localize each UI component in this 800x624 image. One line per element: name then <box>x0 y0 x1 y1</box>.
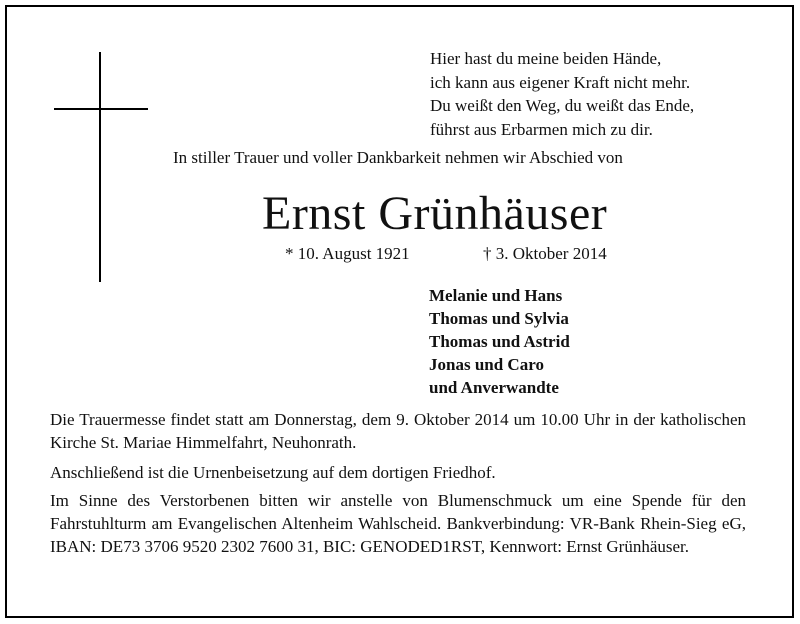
poem-line: ich kann aus eigener Kraft nicht mehr. <box>430 72 691 92</box>
donation-request-notice: Im Sinne des Verstorbenen bitten wir anstelle von Blumenschmuck um eine Spende für den Fahrstuhlturm am Evangelischen Altenheim Wahlscheid. Bankverbindung: VR-Bank Rhein-Sieg eG, IBAN: DE73 3706 9520 2302 7600 31, BIC: GENODED1RST, Kennwort: Ernst Grünhäuser. <box>50 491 746 556</box>
cross-vertical-bar <box>99 52 101 282</box>
deceased-name: Ernst Grünhäuser <box>262 187 608 240</box>
mourners-list <box>429 284 570 399</box>
urn-burial-notice: Anschließend ist die Urnenbeisetzung auf dem dortigen Friedhof. <box>50 463 496 482</box>
cross-horizontal-bar <box>54 108 148 110</box>
mourner-entry: Thomas und Sylvia <box>429 309 569 328</box>
birth-date: * 10. August 1921 <box>285 244 410 263</box>
funeral-mass-notice: Die Trauermesse findet statt am Donnerstag, dem 9. Oktober 2014 um 10.00 Uhr in der katholischen Kirche St. Mariae Himmelfahrt, Neuhonrath. <box>50 410 746 452</box>
mourner-entry: Melanie und Hans <box>429 286 563 305</box>
poem-verse <box>430 47 694 141</box>
mourner-entry: Thomas und Astrid <box>429 332 570 351</box>
death-date: † 3. Oktober 2014 <box>483 244 607 263</box>
poem-line: führst aus Erbarmen mich zu dir. <box>430 119 653 139</box>
poem-line: Hier hast du meine beiden Hände, <box>430 49 662 68</box>
poem-line: Du weißt den Weg, du weißt das Ende, <box>430 96 695 115</box>
mourner-entry: Jonas und Caro <box>429 355 544 374</box>
farewell-intro: In stiller Trauer und voller Dankbarkeit nehmen wir Abschied von <box>173 148 623 167</box>
mourner-entry: und Anverwandte <box>429 378 559 397</box>
